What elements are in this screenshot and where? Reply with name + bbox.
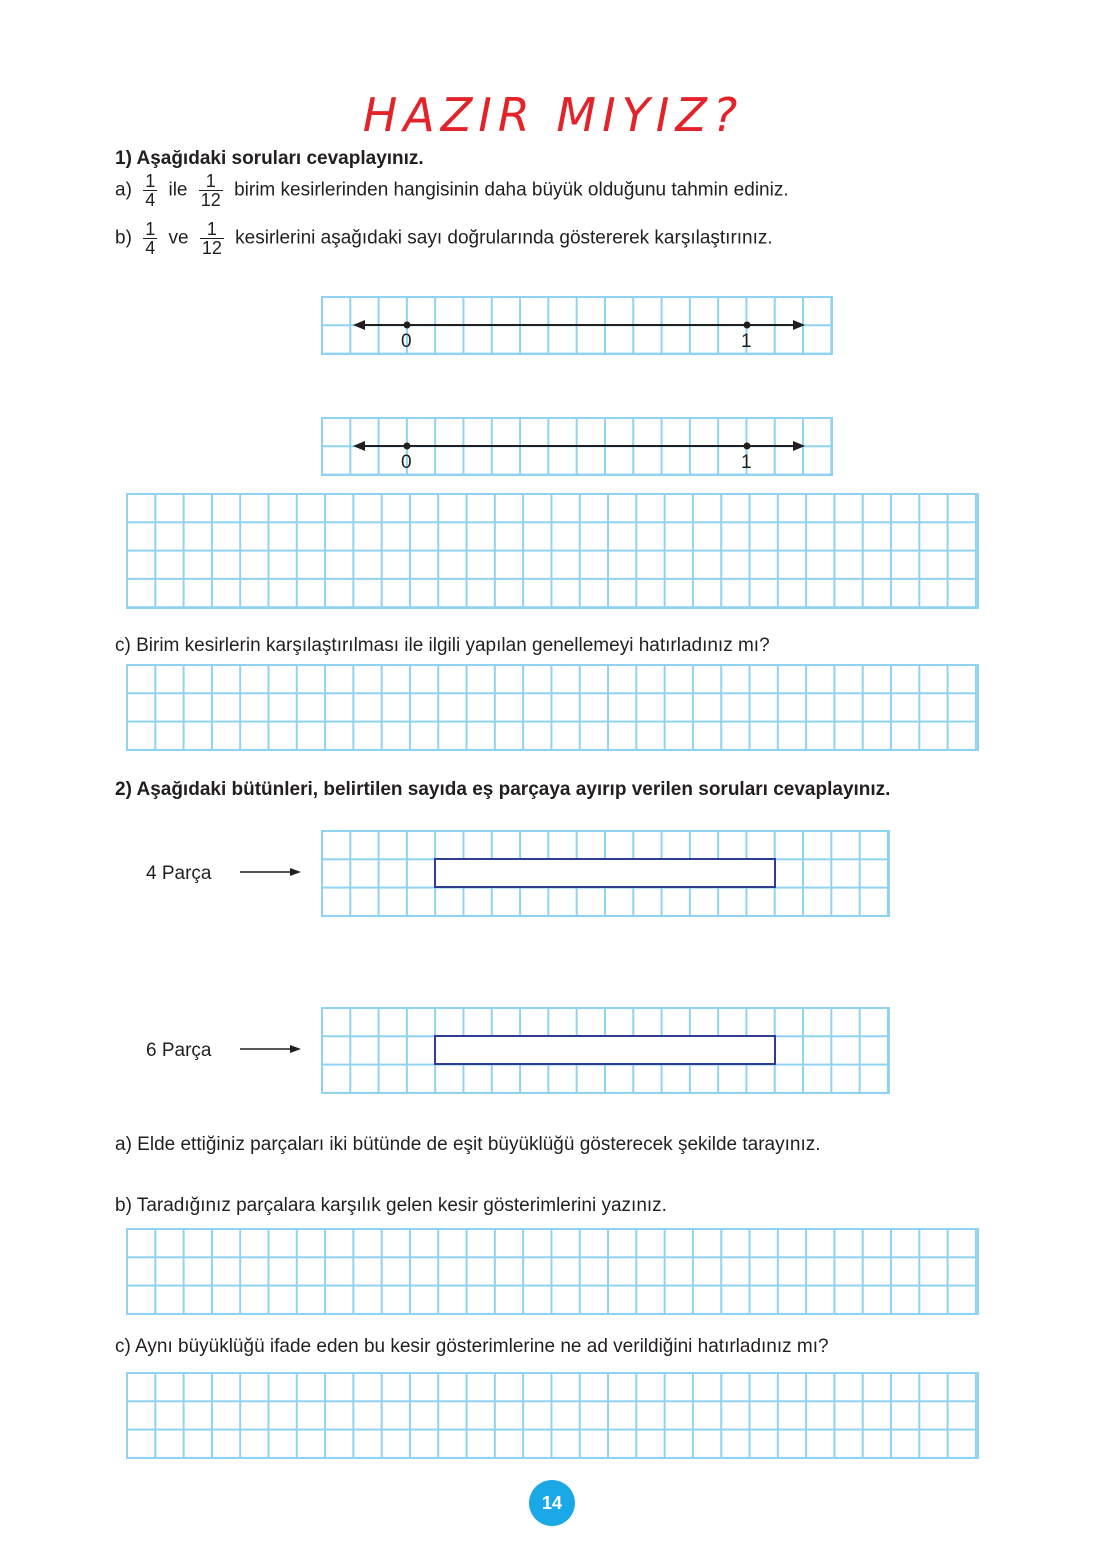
q1-a-text: birim kesirlerinden hangisinin daha büyük olduğunu tahmin ediniz. [234,179,789,201]
point-zero [404,443,411,450]
q2-heading: 2) Aşağıdaki bütünleri, belirtilen sayıda eş parçaya ayırıp verilen soruları cevaplayınız. [115,779,891,800]
arrow-right-icon [793,441,805,451]
fraction-one-twelfth [200,220,224,257]
fraction-one-quarter [143,220,157,257]
answer-grid-q1b[interactable] [126,493,979,609]
fraction-numerator: 1 [145,219,156,239]
q1-c: c) Birim kesirlerin karşılaştırılması ile ilgili yapılan genellemeyi hatırladınız mı? [115,635,770,656]
arrow-left-icon [353,441,365,451]
answer-grid-q2c[interactable] [126,1372,979,1459]
fraction-one-twelfth [199,172,223,209]
fraction-denominator: 4 [145,190,156,210]
whole-bar-6-parts[interactable] [434,1035,776,1065]
fraction-numerator: 1 [200,220,224,239]
answer-grid-q1c[interactable] [126,664,979,751]
point-one [744,443,751,450]
q1-heading: 1) Aşağıdaki soruları cevaplayınız. [115,148,424,169]
q1-b-text: kesirlerini aşağıdaki sayı doğrularında göstererek karşılaştırınız. [235,227,773,249]
q1-b [115,220,773,257]
arrow-right-icon [793,320,805,330]
q2-c: c) Aynı büyüklüğü ifade eden bu kesir gösterimlerine ne ad verildiğini hatırladınız mı? [115,1336,829,1357]
part-label-6: 6 Parça [146,1040,212,1061]
q2-b: b) Taradığınız parçalara karşılık gelen kesir gösterimlerini yazınız. [115,1195,667,1216]
arrow-right-icon [240,865,302,879]
fraction-numerator: 1 [145,171,156,191]
q2-a: a) Elde ettiğiniz parçaları iki bütünde de eşit büyüklüğü gösterecek şekilde tarayınız. [115,1134,821,1155]
arrow-right-icon [240,1042,302,1056]
fraction-numerator: 1 [199,172,223,191]
point-zero [404,322,411,329]
fraction-one-quarter [143,172,157,209]
point-one [744,322,751,329]
q1-b-prefix: b) [115,227,132,249]
fraction-denominator: 12 [200,190,221,210]
number-line-2 [321,417,833,476]
number-line-1 [321,296,833,355]
q1-a-prefix: a) [115,179,132,201]
number-line-label-one: 1 [741,331,752,352]
fraction-denominator: 12 [201,238,222,258]
number-line-label-zero: 0 [401,331,412,352]
whole-bar-4-parts[interactable] [434,858,776,888]
page-title: HAZIR MIYIZ? [362,88,744,142]
q1-b-mid: ve [168,227,189,249]
q1-a-mid: ile [168,179,188,201]
arrow-left-icon [353,320,365,330]
part-label-4: 4 Parça [146,863,212,884]
fraction-denominator: 4 [145,238,156,258]
number-line-label-zero: 0 [401,452,412,473]
page-number-badge: 14 [529,1480,575,1526]
q1-a [115,172,789,209]
answer-grid-q2b[interactable] [126,1228,979,1315]
number-line-label-one: 1 [741,452,752,473]
